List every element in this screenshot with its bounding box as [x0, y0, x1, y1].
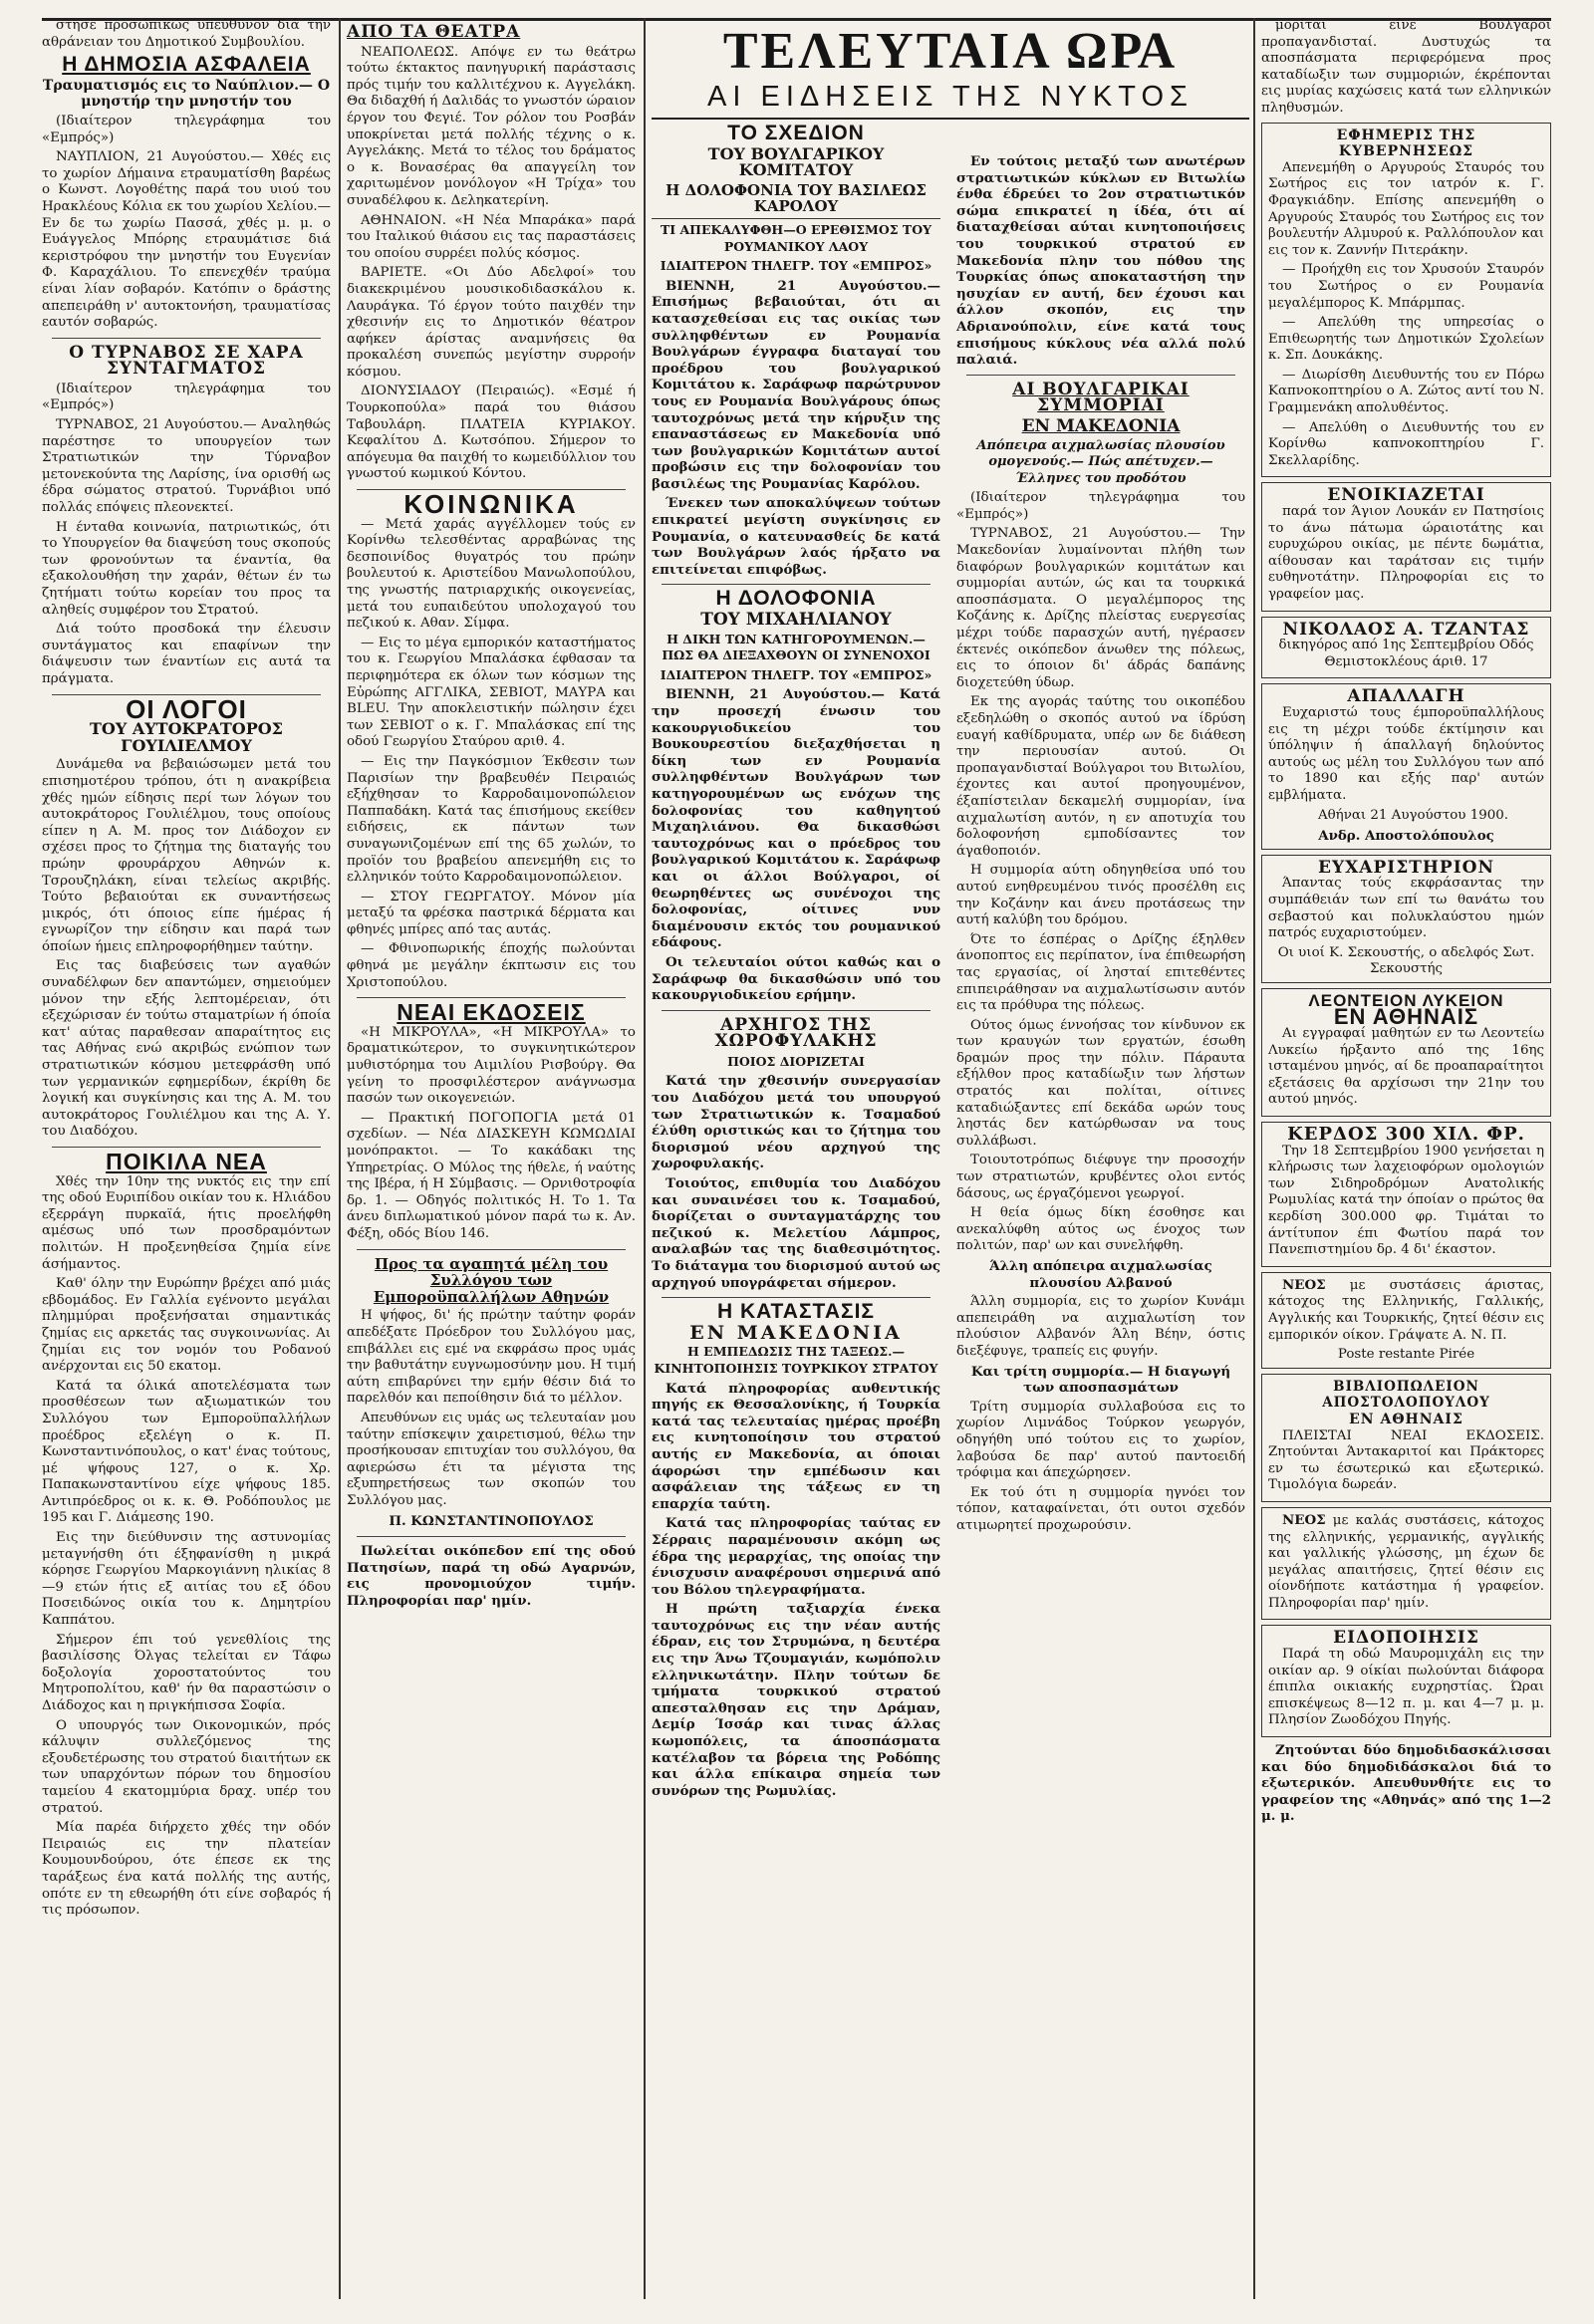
col3-subheading-macedonia: ΕΝ ΜΑΚΕΔΟΝΙΑ	[689, 1321, 903, 1344]
col3-paragraph: Κατά πληροφορίας αυθεντικής πηγής εκ Θεσσαλονίκης, ή Τουρκία κατά τας τελευταίας ημέρας προέβη εις κινητοποίησιν του στρατού αυτής εν Μακεδονία, αι όποιαι άφορώσι την εμπέδωσιν και ασφάλειαν της τάξεως εν τη επαρχία ταύτη.	[652, 1380, 940, 1512]
ad-leonteion	[1261, 988, 1551, 1117]
ad-young-man-2	[1261, 1507, 1551, 1621]
ad-lawyer	[1261, 617, 1551, 679]
ad-teachers-wanted: Ζητούνται δύο δημοδιδασκάλισσαι και δύο δημοδιδάσκαλοι διά το εξωτερικόν. Απευθυνθήτε εις το γραφείον της «Αθηνάς» από της 1—2 μ. μ.	[1261, 1742, 1551, 1825]
col4-paragraph: Η συμμορία αύτη οδηγηθείσα υπό του αυτού ενηθρευμένου τινός προσέλθη εις την Κοζάνην και άνευ προτάσεως την αυτή καλύβη του δρόμου.	[956, 863, 1245, 928]
divider	[357, 997, 626, 998]
col3-subheading-committee: ΤΟΥ ΒΟΥΛΓΑΡΙΚΟΥ ΚΟΜΙΤΑΤΟΥ	[707, 143, 885, 180]
col5-paragraph: — Απελύθη της υπηρεσίας ο Επιθεωρητής των Δημοτικών Σχολείων κ. Σπ. Δουκάκης.	[1268, 315, 1544, 364]
col5-top-text: μορίται είνε Βούλγαροι προπαγανδισταί. Δυστυχώς τα αποσπάσματα περιφερόμενα προς καταδίωξιν των συμμοριών, έκρέπονται εις μυρίας καχώσεις κατά των ελληνικών πληθυσμών.	[1261, 18, 1551, 116]
col3-heading-situation: Η ΚΑΤΑΣΤΑΣΙΣ	[716, 1300, 876, 1324]
col1-dateline-nafplio: ΝΑΥΠΛΙΟΝ, 21 Αυγούστου.— Χθές εις το χωρίον Δήμαινα ετραυματίσθη βαρέως ο Κωνστ. Λογοθέτης παρά του υιού του Ηρακλέους Κόλια εκ του χωρίου Χελίου.—Εν δε τω χωρίω Πασσά, χθές μ. μ. ο Ευάγγελος Μπόρης ετραυμάτισε διά κεριστρόφου την μνηστήν του Ευγενίαν Φ. Καραχάλιου. Το επενεχθέν τραύμα είναι λίαν σοβαρόν. Κατόπιν ο δράστης απεπειράθη ν' αυτοκτονήση, τραυματίσας εαυτόν σοβαρώς.	[42, 149, 331, 331]
col2-paragraph: — Πρακτική ΠΟΓΟΠΟΓΙΑ μετά 01 σχεδίων. — Νέα ΔΙΑΣΚΕΥΗ ΚΩΜΩΔΙΑΙ μονόπρακτοι. — Το κακάδακι της Υπηρετρίας. Ο Μύλος της ήθελε, ή ναύτης της Ιβέρα, ή Η Σύμβασις. — Ορνιθοτροφία δρ. 1. — Οδηγός πολιτικός Η. Το 1. Τα άνευ διπλωματικού μόνον παρά τω κ. Αν. Φέξη, οδός Βίου 146.	[347, 1110, 636, 1241]
col4-subheading-macedonia: ΕΝ ΜΑΚΕΔΟΝΙΑ	[1021, 415, 1181, 436]
ad-text: παρά τον Άγιον Λουκάν εν Πατησίοις το άνω πάτωμα ώραιοτάτης και ευρυχώρου οικίας, με πέντε δωμάτια, αίθουσαν και ταράτσαν εις τιμήν ευθηνοτάτην. Πληροφορίαι εις το γραφείον μας.	[1268, 504, 1544, 602]
col3-paragraph: Οι τελευταίοι ούτοι καθώς και ο Σαράφωφ θα δικασθώσιν υπό του κακουργιοδικείου ερήμην.	[652, 953, 940, 1004]
ad-title: ΕΙΔΟΠΟΙΗΣΙΣ	[1333, 1628, 1479, 1649]
masthead-title: ΤΕΛΕΥΤΑΙΑ ΩΡΑ	[722, 23, 1179, 80]
col1-paragraph: Σήμερον έπι τού γενεθλίοις της βασιλίσσης Όλγας τελείται εν Τάφω δοξολογία χοροστατούντος του Μητροπολίτου, καθ' ήν θα παραστώσιν ο Διάδοχος και η πριγκήπισσα Σοφία.	[42, 1632, 331, 1713]
col3-subheading-assassination: Η ΔΟΛΟΦΟΝΙΑ ΤΟΥ ΒΑΣΙΛΕΩΣ ΚΑΡΟΛΟΥ	[652, 182, 940, 219]
col1-paragraph: Δυνάμεθα να βεβαιώσωμεν μετά του επισημοτέρου τρόπου, ότι η ανακρίβεια χθές ημών είδησις περί των λόγων του αυτοκράτορος Γουλιέλμου, τους οποίους είπεν η Α. Μ. προς τον Διάδοχον εν σχέσει προς το ζήτημα της διαταγής του πρώην φρουράρχου Αθηνών κ. Τσρουζηλάκη, είναι τελείως ακριβής. Τούτο βεβαιούται εκ συναντήσεως μικρός, ότι όποιος είπε ήμέρας ή εγνωρίζον την είδησιν και παρά των όποίων ήμεις επληροφορήθημεν ταύτην.	[42, 757, 331, 954]
col3-kicker: Η ΔΙΚΗ ΤΩΝ ΚΑΤΗΓΟΡΟΥΜΕΝΩΝ.— ΠΩΣ ΘΑ ΔΙΕΞΑΧΘΟΥΝ ΟΙ ΣΥΝΕΝΟΧΟΙ	[662, 631, 930, 663]
column-1	[42, 18, 331, 2299]
col2-paragraph: ΝΕΑΠΟΛΕΩΣ. Απόψε εν τω θεάτρω τούτω έκτακτος πανηγυρική παράστασις πρός τιμήν του καλλιτέχνου κ. Αγγελάκη. Θα διδαχθή ή Δαλιδάς το γνωστόν ώραιον έργον του Φεγιέ. Τον ρόλον του Ροσβάν υποκρίνεται μετά πολλής τέχνης ο κ. Αγγελάκης. Μετά το τέλος του δράματος ο κ. Βονασέρας θα απαγγείλη τον χαριτωμένον μονόλογον «Η Τρίχα» του συναδέλφου κ. Δεληκατερίνη.	[347, 44, 636, 208]
col4-heading-bands: ΑΙ ΒΟΥΛΓΑΡΙΚΑΙ ΣΥΜΜΟΡΙΑΙ	[1012, 379, 1190, 416]
col1-paragraph: Η ένταθα κοινωνία, πατριωτικώς, ότι το Υπουργείον θα διαψεύση τους σκοπούς των φρονούντων τα έναντία, θα εξακολουθήση την χαράν, θέτων έν τω ζητήματι τούτω κορείαν του προς τα αληθείς συμφέρον του Στρατού.	[42, 519, 331, 618]
col2-ad-for-sale: Πωλείται οικόπεδον επί της οδού Πατησίων, παρά τη οδώ Αγαρνών, εις προνομιούχον τιμήν. Πληροφορίαι παρ' ημίν.	[347, 1543, 636, 1609]
col2-paragraph: ΒΑΡΙΕΤΕ. «Οι Δύο Αδελφοί» του διακεκριμένου μουσικοδιδασκάλου κ. Λαυράγκα. Τό έργον τούτο παιχθέν την χθεσινήν εις το Δημοτικόν θέατρον αφήκεν άρίστας αναμνήσεις θα προκαλέση συνεπώς μεγίστην συρροήν κόσμου.	[347, 265, 636, 380]
column-5	[1261, 18, 1551, 2299]
divider	[357, 1536, 626, 1537]
col2-heading-social: ΚΟΙΝΩΝΙΚΑ	[403, 489, 579, 520]
col2-signature: Π. ΚΩΝΣΤΑΝΤΙΝΟΠΟΥΛΟΣ	[389, 1513, 594, 1530]
divider	[966, 375, 1235, 376]
col1-paragraph: Ο υπουργός των Οικονομικών, πρός κάλυψιν συλλεζόμενος της εξουδετέρωσης του στρατού διαιτήτων εκ των υπαρχόντων πόρων του δημοσίου ταμείου 4 εκατομμύρια δραχ. υπέρ του στρατού.	[42, 1717, 331, 1816]
col3-dateline-vienna-2: ΒΙΕΝΝΗ, 21 Αυγούστου.— Κατά την προσεχή ένωσιν του κακουργιοδικείου του Βουκουρεστίου διεξαχθήσεται η δίκη των εν Ρουμανία συλληφθέντων Βουλγάρων των κατηγορουμένων ως ενόχων της δολοφονίας του καθηγητού Μιχαηλιάνου. Θα δικασθώσι ταυτοχρόνως και ο πρόεδρος του βουλγαρικού Κομιτάτου κ. Σαράφωφ και οι άλλοι Βούλγαροι, οί θεωρηθέντες ως συνένοχοι της δολοφονίας, οίτινες νυν διαμένουσιν εκτός του ρουμανικού εδάφους.	[652, 686, 940, 951]
col4-subhead-third-band: Και τρίτη συμμορία.— Η διαγωγή των αποσπασμάτων	[970, 1363, 1231, 1397]
ad-poste-restante: Poste restante Pirée	[1337, 1347, 1475, 1363]
ad-title: ΒΙΒΛΙΟΠΩΛΕΙΟΝ ΑΠΟΣΤΟΛΟΠΟΥΛΟΥ	[1322, 1378, 1490, 1412]
col2-paragraph: — Φθινοπωρικής έποχής πωλούνται φθηνά με μεγάλην έκπτωσιν εις του Χριστοπούλου.	[347, 941, 636, 990]
col3-paragraph: Τοιούτος, επιθυμία του Διαδόχου και συναινέσει του κ. Τσαμαδού, διορίζεται ο συνταγματάρχης του πεζικού κ. Μελετίου Λάμπρος, αναλαβών τας της διαθεσιμότητος. Το διάταγμα του διορισμού αυτού ως αρχηγού υπογράφεται σήμερον.	[652, 1175, 940, 1291]
col1-paragraph: Μία παρέα διήρχετο χθές την οδόν Πειραιώς εις την πλατείαν Κουμουνδούρου, ότε έπεσε εκ της ταράξεως ένα κατά πολλής της αυτής, οπότε εν τη εθεωρήθη ότι είνε σοβαρός ή τις πρόσωπον.	[42, 1820, 331, 1919]
ad-signature: Οι υιοί Κ. Σεκουστής, ο αδελφός Σωτ. Σεκουστής	[1277, 944, 1535, 977]
col4-source: (Ιδιαίτερον τηλεγράφημα του «Εμπρός»)	[956, 490, 1245, 522]
col2-paragraph: ΔΙΟΝΥΣΙΑΔΟΥ (Πειραιώς). «Εσμέ ή Τουρκοπούλα» παρά του θιάσου Ταβουλάρη. ΠΛΑΤΕΙΑ ΚΥΡΙΑΚΟΥ. Κεφαλίτου Δ. Κωτσόπου. Σήμερον το απόγευμα θα παιχθή το κωμειδύλλιον του γνωστού κωμικού Κόντου.	[347, 384, 636, 482]
col2-paragraph: ΑΘΗΝΑΙΟΝ. «Η Νέα Μπαράκα» παρά του Ιταλικού θιάσου εις τας παραστάσεις του οποίου συρρέει πολύς κόσμος.	[347, 212, 636, 261]
ad-for-rent	[1261, 482, 1551, 611]
col2-heading-letter: Προς τα αγαπητά μέλη του Συλλόγου των Εμποροϋπαλλήλων Αθηνών	[373, 1254, 610, 1306]
column-4	[956, 18, 1245, 2299]
col3-kicker: ΤΙ ΑΠΕΚΑΛΥΦΘΗ—Ο ΕΡΕΘΙΣΜΟΣ ΤΟΥ ΡΟΥΜΑΝΙΚΟΥ ΛΑΟΥ	[660, 221, 932, 254]
col1-paragraph: Καθ' όλην την Ευρώπην βρέχει από μιάς εβδομάδος. Εν Γαλλία εγένοντο μεγάλαι πλημμύραι προξενήσαται σημαντικάς ζημίας εις αρκετάς τας συγκοινωνίας. Αι ζημίαι εις τον νομόν του Ροδανού ανέρχονται εις 50 εκατομ.	[42, 1276, 331, 1375]
col3-heading-gendarmerie: ΑΡΧΗΓΟΣ ΤΗΣ ΧΩΡΟΦΥΛΑΚΗΣ	[714, 1014, 878, 1052]
col3-kicker: Η ΕΜΠΕΔΩΣΙΣ ΤΗΣ ΤΑΞΕΩΣ.—ΚΙΝΗΤΟΠΟΙΗΣΙΣ ΤΟΥΡΚΙΚΟΥ ΣΤΡΑΤΟΥ	[654, 1344, 938, 1376]
col1-source-2: (Ιδιαίτερον τηλεγράφημα του «Εμπρός»)	[42, 381, 331, 413]
col1-paragraph: Χθές την 10ην της νυκτός εις την επί της οδού Ευριπίδου οικίαν του κ. Ηλιάδου εξερράγη πυρκαϊά, ήτις προελήφθη αμέσως υπό των προσδραμόντων πολιτών. Η προξενηθείσα ζημία είνε άσήμαντος.	[42, 1173, 331, 1272]
ad-title: ΛΕΟΝΤΕΙΟΝ ΛΥΚΕΙΟΝ	[1308, 990, 1504, 1010]
divider	[357, 1249, 626, 1250]
col1-top-text: στησε προσωπικώς υπεύθυνον διά την αθράνειαν του Δημοτικού Συμβουλίου.	[42, 18, 331, 50]
col1-heading-public-safety: Η ΔΗΜΟΣΙΑ ΑΣΦΑΛΕΙΑ	[62, 53, 311, 77]
column-rule	[644, 18, 646, 2299]
col4-paragraph: Τρίτη συμμορία συλλαβούσα εις το χωρίον Λιμνάδος Τούρκον γεωργόν, οδηγήθη υπό τούτου εις το χωρίον, λαβούσα δε παρ' αυτού παντοειδή τρόφιμα και άπεχώρησεν.	[956, 1399, 1245, 1481]
col1-paragraph: Εις την διεύθυνσιν της αστυνομίας μεταγνήσθη ότι έξηφανίσθη η μικρά κόρησε Γεωργίου Μαρκογιάννη ηλικίας 8—9 ετών ήτις εξ αιτίας του εξ όδου Ποσειδώνος οικία του κ. Δημητρίου Καππάτου.	[42, 1530, 331, 1629]
col3-paragraph: Κατά την χθεσινήν συνεργασίαν του Διαδόχου μετά του υπουργού των Στρατιωτικών κ. Τσαμαδού έλύθη οριστικώς και το ζήτημα του διορισμού νέου αρχηγού της χωροφυλακής.	[652, 1073, 940, 1172]
ad-subtitle: ΕΝ ΑΘΗΝΑΙΣ	[1333, 1004, 1479, 1030]
col5-paragraph: Απενεμήθη ο Αργυρούς Σταυρός του Σωτήρος εις τον ιατρόν κ. Γ. Φραγκιάδην. Επίσης απενεμήθη ο Αργυρούς Σταυρός του Σωτήρος εις τον βουλευτήν Αλμυρού κ. Ραλλόπουλον και εις τον κ. Ζαννήν Πιτεράκην.	[1268, 159, 1544, 258]
ad-subtitle: ΕΝ ΑΘΗΝΑΙΣ	[1349, 1411, 1463, 1427]
divider	[662, 1297, 930, 1298]
col5-paragraph: — Διωρίσθη Διευθυντής του εν Πόρω Καπνοκοπτηρίου ο Α. Ζώτος αντί του Ν. Γραμμενάκη απολυθέντος.	[1268, 367, 1544, 416]
col2-heading-theatres: ΑΠΟ ΤΑ ΘΕΑΤΡΑ	[347, 22, 521, 42]
col4-paragraph: Τοιουτοτρόπως διέφυγε την προσοχήν των στρατιωτών, κρυβέντες ολοι εντός δάσους, ως έργαζόμενοι γεωργοί.	[956, 1153, 1245, 1201]
col1-heading-various-news: ΠΟΙΚΙΛΑ ΝΕΑ	[106, 1149, 267, 1174]
ad-release	[1261, 683, 1551, 849]
col1-subheading-wilhelm: ΤΟΥ ΑΥΤΟΚΡΑΤΟΡΟΣ ΓΟΥΙΛΙΕΛΜΟΥ	[90, 719, 283, 755]
col2-paragraph: «Η ΜΙΚΡΟΥΛΑ», «Η ΜΙΚΡΟΥΛΑ» το δραματικώτερον, το συγκινητικώτερον μυθιστόρημα του Αιμιλίου Ρισβούργ. Θα γείνη το προσφιλέστερον ανάγνωσμα πασών των οικογενειών.	[347, 1024, 636, 1107]
col4-kicker: Απόπειρα αιχμαλωσίας πλουσίου ομογενούς.— Πώς απέτυχεν.—Έλληνες του προδότου	[976, 437, 1225, 486]
ad-title: ΑΠΑΛΛΑΓΗ	[1347, 686, 1465, 707]
col5-paragraph: — Προήχθη εις τον Χρυσούν Σταυρόν του Σωτήρος ο εν Ρουμανία μεγαλέμπορος Κ. Μπάρμπας.	[1268, 262, 1544, 311]
ad-text: Αι εγγραφαί μαθητών εν τω Λεοντείω Λυκείω ήρξαντο από της 16ης ισταμένου μηνός, αί δε προαπαραίτητοι εξετάσεις θα αρχίσωσι την 21ην του αυτού μηνός.	[1268, 1026, 1544, 1108]
government-gazette-box	[1261, 123, 1551, 478]
col1-paragraph: Κατά τα όλικά αποτελέσματα των προσθέσεων των αξιωματικών του Συλλόγου των Εμποροϋπαλλήλων προέδρος εξελέγη ο κ. Π. Κωνσταντινόπουλος, ο κατ' ένας τούτους, μέ ψήφους 127, ο κ. Χρ. Παπακωνσταντίνου είχε ψήφους 185. Αντιπρόεδρος οι κ. κ. Θ. Ροδόπουλος με 195 και Γ. Διάμεσης 190.	[42, 1378, 331, 1526]
column-rule	[1253, 18, 1255, 2299]
ad-text: Ευχαριστώ τους έμποροϋπαλλήλους εις τη μέχρι τούδε έκτίμησιν και ύπόληψιν ή άπαλλαγή δηλούντος αυτούς ως μέλη του Συλλόγου των από το 1890 και εξής παρ' αυτών εμβλήματα.	[1268, 704, 1544, 803]
col1-dateline-tyrnavos: ΤΥΡΝΑΒΟΣ, 21 Αυγούστου.— Αναληθώς παρέστησε το υπουργείον των Στρατιωτικών την Τύρναβον μετονεκούντα της Λαρίσης, ίνα ορισθή ως έδρα σώματος στρατού. Τυρνάβιοι υπό πολλάς επόψεις πλεονεκτεί.	[42, 417, 331, 516]
ad-title: ΝΙΚΟΛΑΟΣ Α. ΤΖΑΝΤΑΣ	[1282, 619, 1530, 640]
col1-paragraph: Διά τούτο προσδοκά την έλευσιν συντάγματος και επαφίνων την διάψευσιν των έναντίων εις αυτά τα πράγματα.	[42, 622, 331, 686]
col3-kicker: ΠΟΙΟΣ ΔΙΟΡΙΖΕΤΑΙ	[727, 1053, 865, 1069]
col3-source: ΙΔΙΑΙΤΕΡΟΝ ΤΗΛΕΓΡ. ΤΟΥ «ΕΜΠΡΟΣ»	[660, 258, 932, 274]
col4-paragraph: Άλλη συμμορία, εις το χωρίον Κυνάμι απεπειράθη να αιχμαλωτίση τον πλούσιον Αλβανόν Άλη Βέην, όστις διεξέφυγε, τραπείς εις φυγήν.	[956, 1294, 1245, 1359]
col2-paragraph: Η ψήφος, δι' ής πρώτην ταύτην φοράν απεδέξατε Πρόεδρον του Συλλόγου μας, επιβάλλει εις εμέ να εκφράσω προς υμάς την βαθυτάτην ευγνωμοσύνην μου. Η τιμή αύτη επιβαρύνει την εμήν θέσιν διά το παρελθόν και πεποίθησιν διά το μέλλον.	[347, 1308, 636, 1407]
ad-young-man	[1261, 1272, 1551, 1369]
divider	[52, 1147, 321, 1148]
col1-heading-tyrnavos: Ο ΤΥΡΝΑΒΟΣ ΣΕ ΧΑΡΑ ΣΥΝΤΑΓΜΑΤΟΣ	[69, 342, 304, 380]
ad-text: ΝΕΟΣ με συστάσεις άριστας, κάτοχος της Ελληνικής, Γαλλικής, Αγγλικής και Τουρκικής, ζητεί θέσιν εις εμπορικόν οίκον. Γράψατε Α. Ν. Π.	[1268, 1276, 1544, 1343]
col3-heading-murder: Η ΔΟΛΟΦΟΝΙΑ	[715, 587, 877, 611]
col5-heading-gazette: ΕΦΗΜΕΡΙΣ ΤΗΣ ΚΥΒΕΡΝΗΣΕΩΣ	[1336, 127, 1476, 160]
col2-paragraph: — ΣΤΟΥ ΓΕΩΡΓΑΤΟΥ. Μόνον μία μεταξύ τα φρέσκα παστρικά δέρματα και φθηνές μπίρες από τας αυτάς.	[347, 889, 636, 937]
col1-subheading-stabbing: Τραυματισμός εις το Ναύπλιον.— Ο μνηστήρ την μνηστήν του	[42, 77, 331, 111]
col3-dateline-vienna: ΒΙΕΝΝΗ, 21 Αυγούστου.— Επισήμως βεβαιούται, ότι αι κατασχεθείσαι εις τας οικίας των συλληφθέντων εν Ρουμανία Βουλγάρων έγγραφα διαταγαί του προέδρου του βουλγαρικού Κομιτάτου κ. Σαράφωφ παρώτρυνον τους εν Ρουμανία Βουλγάρους όπως ταυτοχρόνως μετά την κήρυξιν της επαναστάσεως εν Μακεδονία υπό των βουλγαρικών Κομιτάτων αυτοί προβώσιν εις την δολοφονίαν του βασιλέως της Ρουμανίας Καρόλου.	[652, 277, 940, 492]
col1-heading-speeches: ΟΙ ΛΟΓΟΙ	[126, 693, 247, 724]
col2-paragraph: — Εις το μέγα εμπορικόν καταστήματος του κ. Γεωργίου Μπαλάσκα έφθασαν τα περιφημότερα εκ όλων των κόσμων της Εὐρώπης ΑΓΓΛΙΚΑ, ΣΕΒΙΟΤ, ΜΑΥΡΑ και BLEU. Την αποκλειστικήν πώλησιν έχει των ΣΕΒΙΟΤ ο κ. Γ. Μπαλάσκας επί της οδού Γεωργίου Σταύρου αριθ. 4.	[347, 635, 636, 750]
ad-lottery	[1261, 1122, 1551, 1267]
ad-text: Άπαντας τούς εκφράσαντας την συμπάθειάν των επί τω θανάτω του σεβαστού και πολυκλαύστου ημών πατρός ευχαριστούμεν.	[1268, 876, 1544, 941]
col1-source: (Ιδιαίτερον τηλεγράφημα του «Εμπρός»)	[42, 113, 331, 145]
col4-dateline-tyrnavos: ΤΥΡΝΑΒΟΣ, 21 Αυγούστου.— Την Μακεδονίαν λυμαίνονται πλήθη των διαφόρων βουλγαρικών κομιτάτων και συμμορίαι αυτών, ώς και τα τουρκικά αποσπάσματα. Ο μεγαλέμπορος της Κοζάνης κ. Δρίζης πλείστας ευεργεσίας μέχρι τούδε παρασχών αυτή, ηγέρασεν έκτενές οικόπεδον άνωθεν της πόλεως, εις το όποιον δι' άδράς δαπάνης διοχετεύθη ύδωρ.	[956, 526, 1245, 690]
divider	[662, 1010, 930, 1011]
ad-title: ΕΝΟΙΚΙΑΖΕΤΑΙ	[1327, 485, 1485, 506]
ad-title: ΚΕΡΔΟΣ 300 ΧΙΛ. ΦΡ.	[1287, 1124, 1525, 1146]
col4-top-text: Εν τούτοις μεταξύ των ανωτέρων στρατιωτικών κύκλων εν Βιτωλίω ένθα έδρεύει το 2ον στρατιωτικόν σώμα επικρατεί η ίδέα, ότι αί διαταχθείσαι αύται κινητοποιήσεις του τουρκικού στρατού εν Μακεδονία πλην του πόθου της Τουρκίας όπως αποκαταστήση την ησυχίαν εν αυτή, δεν έχουσι και άλλον σκοπόν, εις την Αδριανούπολιν, είνε κατά τους επισήμους κύκλους νέα αλλά πολύ παλαιά.	[956, 153, 1245, 369]
ad-text: ΠΛΕΙΣΤΑΙ ΝΕΑΙ ΕΚΔΟΣΕΙΣ. Ζητούνται Άντακαριτοί και Πράκτορες εν τω έσωτερικώ και εξωτερικώ. Τιμολόγια δωρεάν.	[1268, 1427, 1544, 1493]
col2-paragraph: — Μετά χαράς αγγέλλομεν τούς εν Κορίνθω τελεσθέντας αρραβώνας της δεσποινίδος θυγατρός του πρώην βουλευτού κ. Αριστείδου Μανωλοπούλου, της γνωστής πατριαρχικής οικογενείας, μετά του ευπαιδεύτου υπολοχαγού του πεζικού κ. Αθαν. Σίμφα.	[347, 516, 636, 632]
ad-date: Αθήναι 21 Αυγούστου 1900.	[1317, 807, 1509, 823]
ad-bookshop	[1261, 1374, 1551, 1502]
col2-heading-new-editions: ΝΕΑΙ ΕΚΔΟΣΕΙΣ	[397, 999, 586, 1026]
col4-paragraph: Η θεία όμως δίκη έσοθησε και ανεκαλύφθη αύτος ως ένοχος των πολιτών, παρ' ων και συνελήφθη.	[956, 1205, 1245, 1254]
ad-notice	[1261, 1625, 1551, 1737]
ad-thanks	[1261, 855, 1551, 983]
ad-text: δικηγόρος από 1ης Σεπτεμβρίου Οδός Θεμιστοκλέους άριθ. 17	[1278, 638, 1534, 669]
col5-paragraph: — Απελύθη ο Διευθυντής του εν Κορίνθω καπνοκοπτηρίου Γ. Σκελλαρίδης.	[1268, 419, 1544, 468]
col2-paragraph: — Εις την Παγκόσμιον Έκθεσιν των Παρισίων την βραβευθέν Πειραιώς εξήχθησαν το Καρροδαιμονοπώλειον Παππαδάκη. Κατά τας έπισήμους εκείθεν ειδήσεις, εκ πάντων των συναγωνιζομένων επί της 65 χωλών, το προϊόν του βραβείου απενεμήθη εις το ελληνικόν τούτο Καρροδαιμονοπώλειον.	[347, 753, 636, 886]
col2-paragraph: Απευθύνων εις υμάς ως τελευταίαν μου ταύτην επίσκεψιν χαιρετισμού, θέλω την προσήκουσαν επιτυχίαν του συλλόγου, θα αφιερώσω έτι τα μέγιστα της εξυπηρετήσεως των σκοπών του Συλλόγου μας.	[347, 1410, 636, 1508]
col4-paragraph: Εκ τού ότι η συμμορία ηγνόει τον τόπον, καταφαίνεται, ότι ουτοι σχεδόν ατιμωρητεί προχωρούσιν.	[956, 1484, 1245, 1533]
column-rule	[339, 18, 341, 2299]
col3-paragraph: Ένεκεν των αποκαλύψεων τούτων επικρατεί μεγίστη συγκίνησις εν Ρουμανία, ο κατευνασθείς δε κατά των Βουλγάρων λαός ήρξατο να επιτείνεται επιφόβως.	[652, 495, 940, 578]
col3-heading-plan: ΤΟ ΣΧΕΔΙΟΝ	[727, 122, 865, 144]
col1-paragraph: Εις τας διαβεύσεις των αγαθών συναδέλφων δεν απαντώμεν, σημειούμεν μόνον την εξής λεπτομέρειαν, ότι εξεχώρισαν έν τούτω σταματρίων ή όποία κατ' αύτας παραθεσαν απαραίτητος εις τας Αθήνας ενώ ακριβώς ενώπιον των στρατιωτικών κόσμου μετεφράσθη υπό των γερμανικών εφημερίδων, έκρίθη δε λογική και συγκίνησις και της Α. Μ. του αυτοκράτορος Γουλιέλμου και της Α. Υ. του Διαδόχου.	[42, 958, 331, 1140]
col4-subhead-second-attempt: Άλλη απόπειρα αιχμαλωσίας πλουσίου Αλβανού	[989, 1258, 1212, 1291]
col3-paragraph: Η πρώτη ταξιαρχία ένεκα ταυτοχρόνως εις την νέαν αυτής έδραν, εις τον Στρυμώνα, η δευτέρα εις την Άνω Τζουμαγιάν, κωμόπολιν ελληνικωτάτην. Πλην τούτων δε τμήματα τουρκικού στρατού απεσταλθησαν εις την Δράμαν, Δεμίρ Ίσσάρ και τινας άλλας κωμοπόλεις, τα άποσπάσματα κατέλαβον τα βόρεια της Ροδόπης και άλλα επίκαιρα σημεία των συνόρων της Ρωμυλίας.	[652, 1601, 940, 1799]
column-2	[347, 18, 636, 2299]
newspaper-page	[42, 18, 1551, 2299]
divider	[52, 338, 321, 339]
ad-title: ΕΥΧΑΡΙΣΤΗΡΙΟΝ	[1317, 857, 1495, 878]
ad-text: Την 18 Σεπτεμβρίου 1900 γενήσεται η κλήρωσις των λαχειοφόρων ομολογιών των Σιδηροδρόμων Ανατολικής Ρωμυλίας κατά την όποίαν ο πρώτος θα κερδίση 300.000 φρ. Τιμάται το άντίτυπον έπι Φωτίου παρά τον Πανεπιστημίου δρ. 4 δι' έκαστον.	[1268, 1143, 1544, 1258]
col3-paragraph: Κατά τας πληροφορίας ταύτας εν Σέρραις παραμένουσιν ακόμη ως έδρα της μεραρχίας, της οποίας την ένισχυσιν αναφέρουσι σημερινά από του Βόλου τηλεγραφήματα.	[652, 1515, 940, 1598]
col3-source: ΙΔΙΑΙΤΕΡΟΝ ΤΗΛΕΓΡ. ΤΟΥ «ΕΜΠΡΟΣ»	[660, 666, 932, 682]
col4-paragraph: Εκ της αγοράς ταύτης του οικοπέδου εξεδηλώθη ο σκοπός αυτού να ίδρύση ευαγή καθίδρυματα, υπέρ ων δε διάθεση την περιουσίαν αυτού. Οι προπαγανδισταί Βούλγαροι του Βιτωλίου, έχοντες και αυτοί προηγουμένον, έξαπίστειλαν δεκαμελή συμμορίαν, ίνα αιχμαλωτίση αυτόν, η εν αποτυχία του δολοφονήση εμποδίσαντες τον άγαθοποιόν.	[956, 694, 1245, 859]
col4-paragraph: Ότε το έσπέρας ο Δρίζης έξηλθεν άνοποπτος εις περίπατον, ίνα έπιθεωρήση τας εργασίας, οί λησταί επιτεθέντες επιπειράθησαν να αιχμαλωτίσωσιν αυτόν εις τα πρόθυρα της πόλεως.	[956, 931, 1245, 1014]
col4-paragraph: Ούτος όμως έννοήσας τον κίνδυνον εκ των κραυγών των εργατών, έσωθη δραμών προς την πόλιν. Πάραυτα εξήλθον προς καταδίωξιν των λήστων στρατός και πολίται, οίτινες καταδιώξαντες επί δεκάδα ωρών τους ληστάς δεν κατώρθωσαν να τους συλλάβωσι.	[956, 1017, 1245, 1149]
ad-text: ΝΕΟΣ με καλάς συστάσεις, κάτοχος της ελληνικής, γερμανικής, αγγλικής και γαλλικής γλώσσης, μη έχων δε μεγάλας απαιτήσεις, ζητεί θέσιν εις οίονδήποτε κατάστημα ή γραφείον. Πληροφορίαι παρ' ημίν.	[1268, 1511, 1544, 1611]
divider	[662, 584, 930, 585]
col3-subheading-michailianos: ΤΟΥ ΜΙΧΑΗΛΙΑΝΟΥ	[700, 610, 892, 631]
ad-text: Παρά τη οδώ Μαυρομιχάλη εις την οικίαν αρ. 9 οίκίαι πωλούνται διάφορα έπιπλα οικιακής ευχρηστίας. Ώραι επισκέψεως 8—12 π. μ. και 4—7 μ. μ. Πλησίον Ζωοδόχου Πηγής.	[1268, 1647, 1544, 1728]
masthead-subtitle: ΑΙ ΕΙΔΗΣΕΙΣ ΤΗΣ ΝΥΚΤΟΣ	[652, 80, 1249, 120]
ad-signature: Ανδρ. Αποστολόπουλος	[1318, 828, 1494, 845]
